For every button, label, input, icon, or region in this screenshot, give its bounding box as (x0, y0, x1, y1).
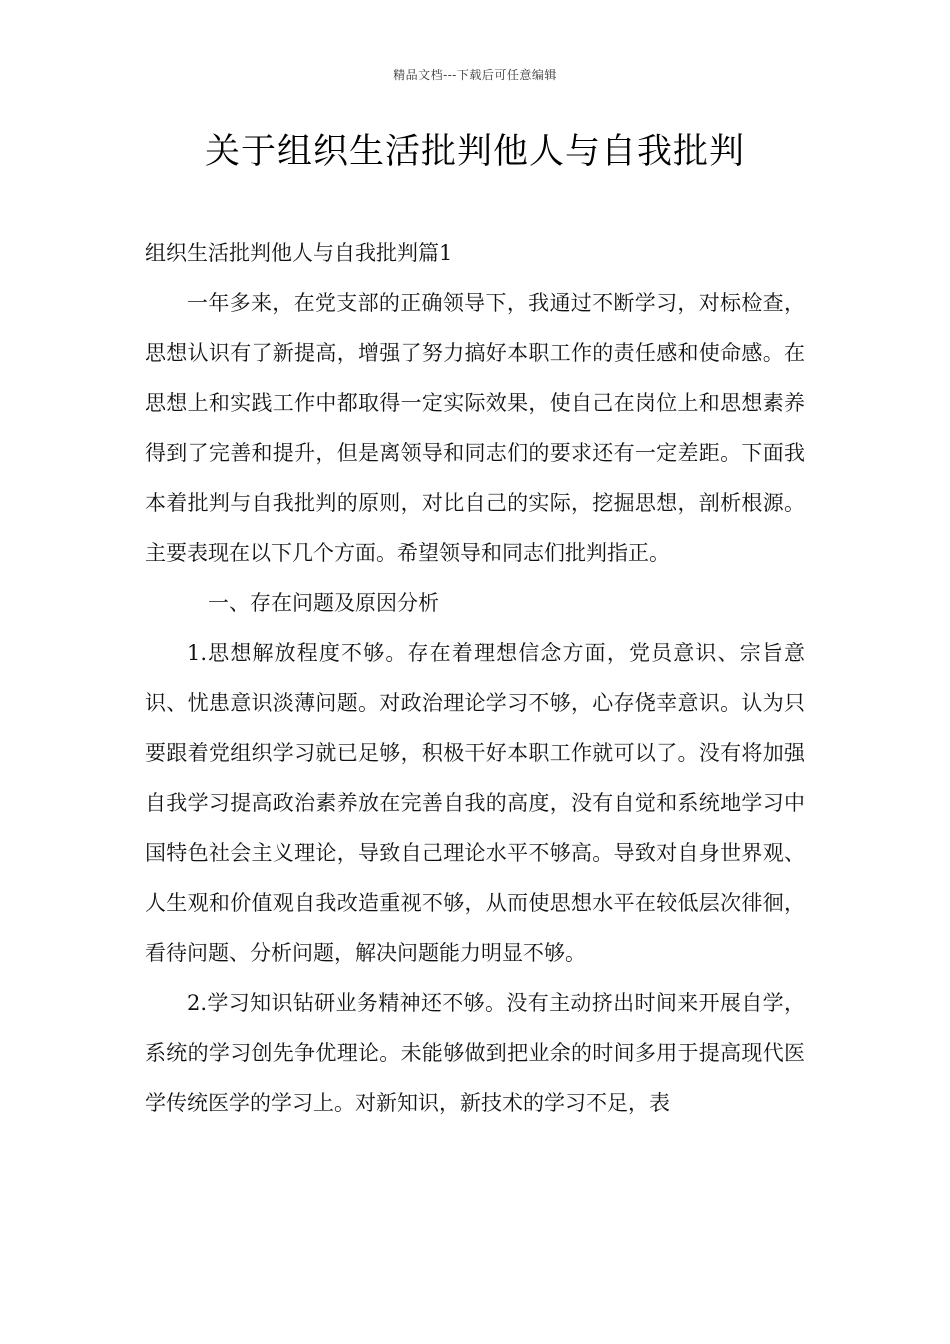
document-body (145, 228, 805, 1128)
document-title: 关于组织生活批判他人与自我批判 (204, 132, 745, 172)
intro-paragraph: 一年多来，在党支部的正确领导下，我通过不断学习，对标检查，思想认识有了新提高，增强了努力搞好本职工作的责任感和使命感。在思想上和实践工作中都取得一定实际效果，使自己在岗位上和思想素养得到了完善和提升，但是离领导和同志们的要求还有一定差距。下面我本着批判与自我批判的原则，对比自己的实际，挖掘思想，剖析根源。主要表现在以下几个方面。希望领导和同志们批判指正。 (145, 291, 805, 565)
item-2-paragraph: 2.学习知识钻研业务精神还不够。没有主动挤出时间来开展自学，系统的学习创先争优理论。未能够做到把业余的时间多用于提高现代医学传统医学的学习上。对新知识，新技术的学习不足，表 (145, 991, 805, 1115)
item-1-paragraph: 1.思想解放程度不够。存在着理想信念方面，党员意识、宗旨意识、忧患意识淡薄问题。对政治理论学习不够，心存侥幸意识。认为只要跟着党组织学习就已足够，积极干好本职工作就可以了。没有将加强自我学习提高政治素养放在完善自我的高度，没有自觉和系统地学习中国特色社会主义理论，导致自己理论水平不够高。导致对自身世界观、人生观和价值观自我改造重视不够，从而使思想水平在较低层次徘徊，看待问题、分析问题，解决问题能力明显不够。 (145, 641, 805, 965)
section-heading: 一、存在问题及原因分析 (208, 591, 439, 615)
document-subtitle: 组织生活批判他人与自我批判篇1 (145, 241, 453, 265)
header-note: 精品文档---下载后可任意编辑 (393, 68, 557, 82)
